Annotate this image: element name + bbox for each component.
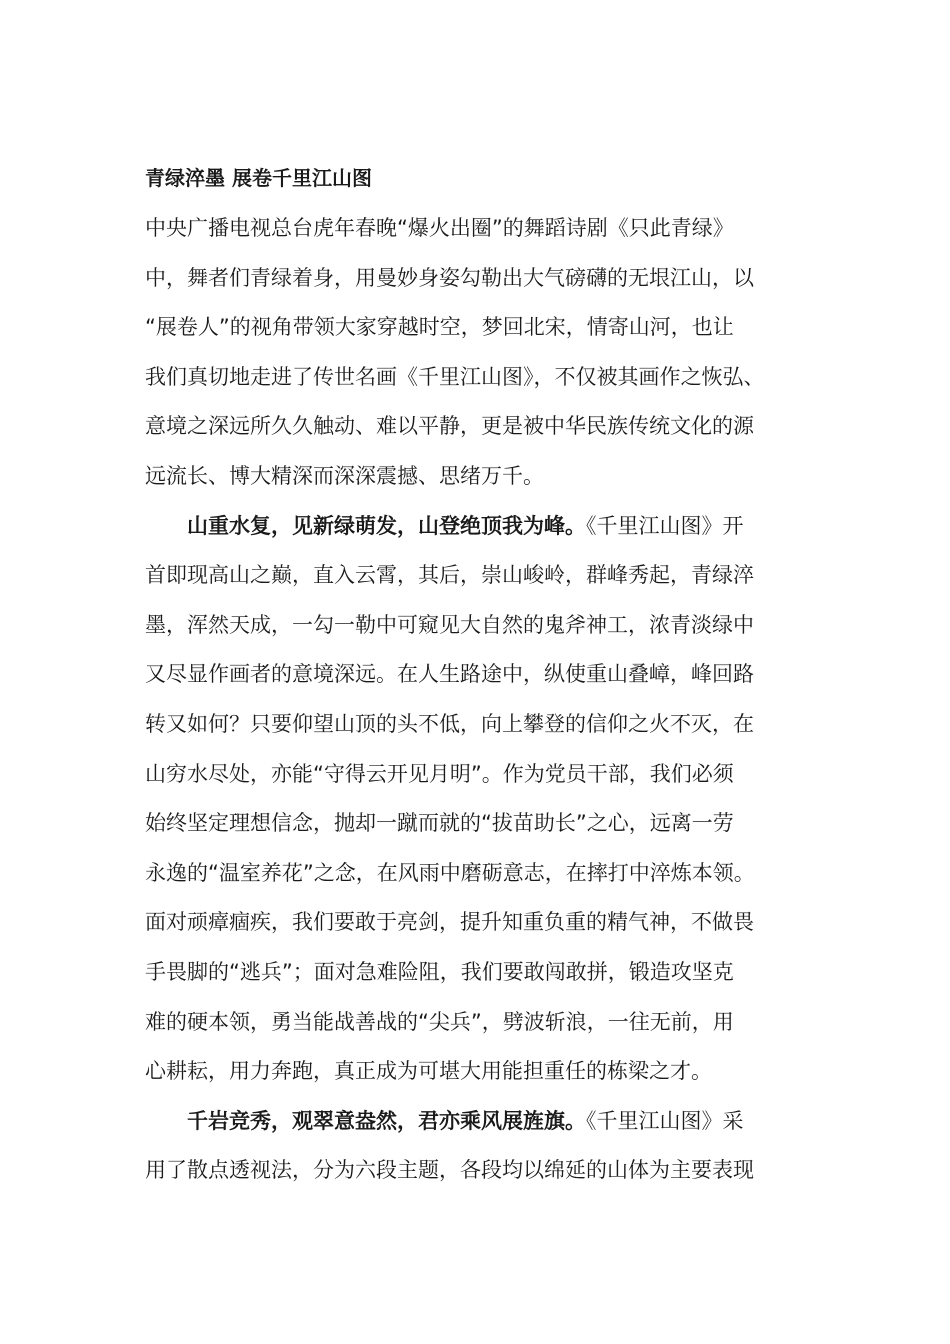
- text-line: 远流长、博大精深而深深震撼、思绪万千。: [145, 463, 544, 488]
- text-line: 又尽显作画者的意境深远。在人生路途中，纵使重山叠嶂，峰回路: [145, 662, 754, 687]
- text-line: 转又如何？只要仰望山顶的头不低，向上攀登的信仰之火不灭，在: [145, 711, 754, 736]
- document-title: 青绿淬墨 展卷千里江山图: [145, 166, 372, 190]
- lead-line-text: 《千里江山图》开: [586, 513, 744, 538]
- text-line: 始终坚定理想信念，抛却一蹴而就的“拔苗助长”之心，远离一劳: [145, 811, 734, 836]
- text-line: 面对顽瘴痼疾，我们要敢于亮剑，提升知重负重的精气神，不做畏: [145, 910, 754, 935]
- text-line: 心耕耘，用力奔跑，真正成为可堪大用能担重任的栋梁之才。: [145, 1059, 712, 1084]
- text-line: 山穷水尽处，亦能“守得云开见月明”。作为党员干部，我们必须: [145, 761, 734, 786]
- document-page: [145, 160, 805, 1196]
- paragraph-intro: [145, 204, 805, 502]
- paragraph-peaks: [145, 1097, 805, 1196]
- paragraph-lead-line: [145, 1097, 805, 1147]
- text-line: 意境之深远所久久触动、难以平静，更是被中华民族传统文化的源: [145, 414, 754, 439]
- text-line: 中央广播电视总台虎年春晚“爆火出圈”的舞蹈诗剧《只此青绿》: [145, 216, 734, 240]
- text-line: 中，舞者们青绿着身，用曼妙身姿勾勒出大气磅礴的无垠江山，以: [145, 265, 754, 290]
- text-line: 手畏脚的“逃兵”；面对急难险阻，我们要敢闯敢拼，锻造攻坚克: [145, 959, 734, 984]
- text-line: 墨，浑然天成，一勾一勒中可窥见大自然的鬼斧神工，浓青淡绿中: [145, 612, 754, 637]
- text-line: “展卷人”的视角带领大家穿越时空，梦回北宋，情寄山河，也让: [145, 315, 734, 340]
- text-line: 用了散点透视法，分为六段主题，各段均以绵延的山体为主要表现: [145, 1158, 754, 1183]
- paragraph-lead-line: [145, 502, 805, 552]
- text-line: 首即现高山之巅，直入云霄，其后，崇山峻岭，群峰秀起，青绿淬: [145, 563, 754, 588]
- bold-lead-sentence: 千岩竞秀，观翠意盎然，君亦乘风展旌旗。: [187, 1108, 586, 1133]
- text-line: 难的硬本领，勇当能战善战的“尖兵”，劈波斩浪，一往无前，用: [145, 1009, 734, 1034]
- text-line: 我们真切地走进了传世名画《千里江山图》，不仅被其画作之恢弘、: [145, 364, 765, 389]
- lead-line-text: 《千里江山图》采: [586, 1108, 744, 1133]
- text-line: 永逸的“温室养花”之念，在风雨中磨砺意志，在摔打中淬炼本领。: [145, 860, 755, 885]
- paragraph-mountains: [145, 502, 805, 1097]
- bold-lead-sentence: 山重水复，见新绿萌发，山登绝顶我为峰。: [187, 513, 586, 538]
